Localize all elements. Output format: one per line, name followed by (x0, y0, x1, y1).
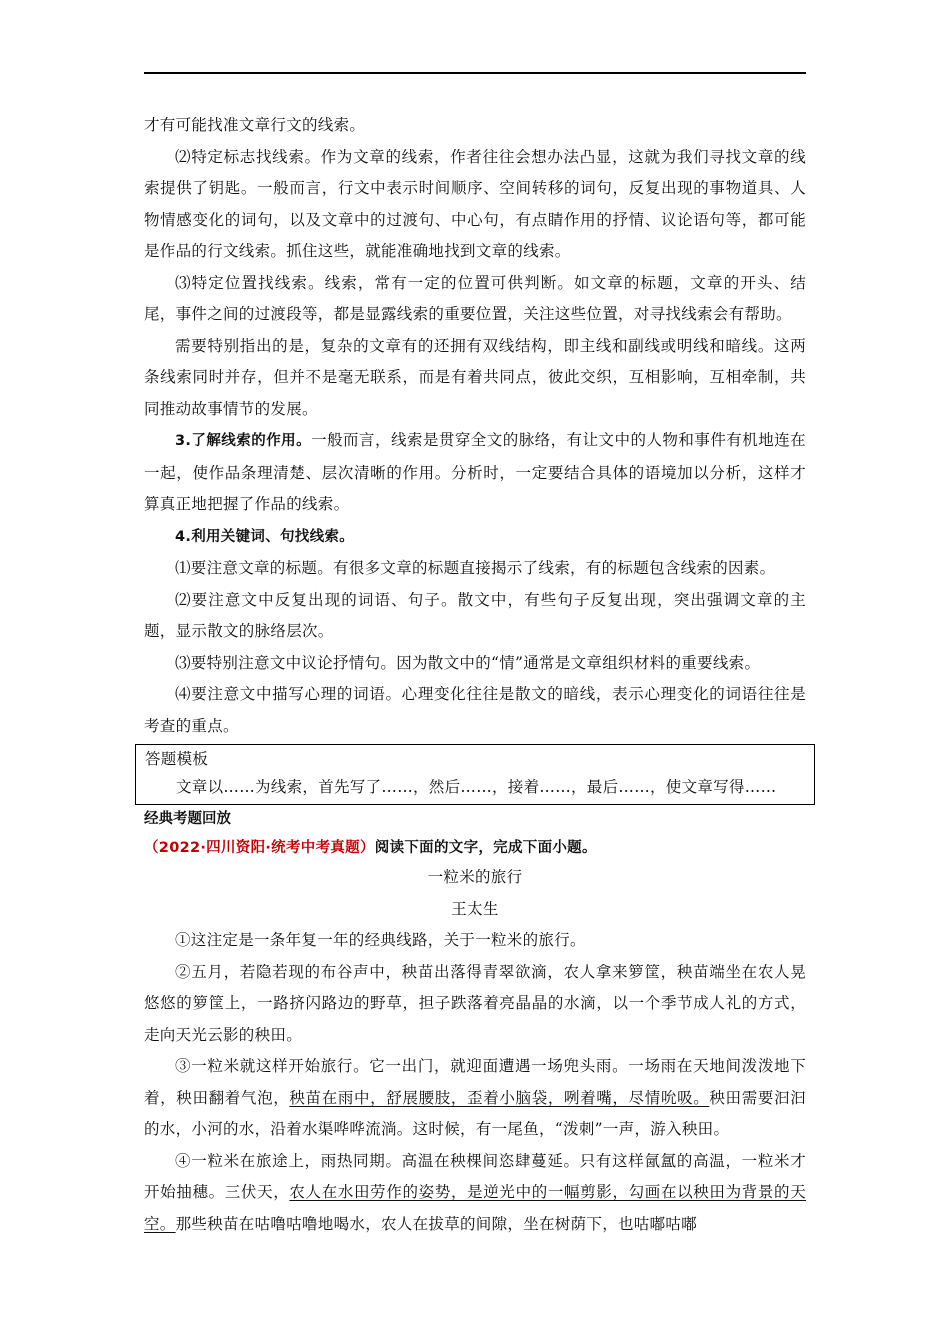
answer-template-box (135, 744, 815, 805)
exam-source-line (144, 833, 806, 862)
article-paragraph: ①这注定是一条年复一年的经典线路，关于一粒米的旅行。 (175, 931, 586, 949)
point-heading: 3.了解线索的作用。 (175, 433, 312, 449)
article-paragraph (144, 1146, 806, 1241)
article-text: 那些秧苗在咕噜咕噜地喝水，农人在拔草的间隙，坐在树荫下，也咕嘟咕嘟 (175, 1214, 698, 1233)
paragraph: ⑵要注意文中反复出现的词语、句子。散文中，有些句子反复出现，突出强调文章的主题，显示散文的脉络层次。 (144, 590, 806, 640)
paragraph: ⑶特定位置找线索。线索，常有一定的位置可供判断。如文章的标题，文章的开头、结尾，事件之间的过渡段等，都是显露线索的重要位置，关注这些位置，对寻找线索会有帮助。 (144, 273, 806, 323)
point-heading: 4.利用关键词、句找线索。 (175, 528, 354, 545)
article-title: 一粒米的旅行 (427, 868, 523, 886)
underlined-sentence: 农人在水田劳作的姿势，是逆光中的一幅剪影，勾画在以秧田为背景的天空。 (144, 1183, 807, 1233)
paragraph: ⑵特定标志找线索。作为文章的线索，作者往往会想办法凸显，这就为我们寻找文章的线索提供了钥匙。一般而言，行文中表示时间顺序、空间转移的词句，反复出现的事物道具、人物情感变化的词句，以及文章中的过渡句、中心句，有点睛作用的抒情、议论语句等，都可能是作品的行文线索。抓住这些，就能准确地找到文章的线索。 (144, 147, 806, 260)
answer-template-title: 答题模板 (145, 750, 209, 768)
paragraph (144, 425, 806, 521)
section-title: 经典考题回放 (144, 811, 231, 827)
paragraph: 才有可能找准文章行文的线索。 (144, 116, 366, 134)
article-paragraph: ②五月，若隐若现的布谷声中，秧苗出落得青翠欲滴，农人拿来箩筐，秧苗端坐在农人晃悠悠的箩筐上，一路挤闪路边的野草，担子跌落着亮晶晶的水滴，以一个季节成人礼的方式，走向天光云影的秧田。 (144, 962, 806, 1044)
paragraph: ⑴要注意文章的标题。有很多文章的标题直接揭示了线索，有的标题包含线索的因素。 (175, 559, 776, 577)
article-text: ④一粒米在旅途上，雨热同期。高温在秧棵间恣肆蔓延。只有这样氤氲的高温，一粒米才开始抽穗。三伏天， (144, 1151, 806, 1201)
article-text: 秧田需要汩汩的水，小河的水，沿着水渠哗哗流淌。这时候，有一尾鱼，“泼刺”一声，游入秧田。 (144, 1088, 806, 1138)
paragraph: ⑷要注意文中描写心理的词语。心理变化往往是散文的暗线，表示心理变化的词语往往是考查的重点。 (144, 685, 806, 735)
answer-template-body: 文章以……为线索，首先写了……，然后……，接着……，最后……，使文章写得…… (176, 778, 777, 796)
document-body (144, 110, 806, 1240)
exam-source: （2022·四川资阳·统考中考真题） (144, 840, 375, 856)
article-author: 王太生 (451, 899, 499, 918)
paragraph (144, 521, 806, 554)
header-rule (144, 72, 806, 74)
underlined-sentence: 秧苗在雨中，舒展腰肢，歪着小脑袋，咧着嘴，尽情吮吸。 (289, 1088, 710, 1107)
paragraph: ⑶要特别注意文中议论抒情句。因为散文中的“情”通常是文章组织材料的重要线索。 (175, 653, 761, 672)
exam-instruction: 阅读下面的文字，完成下面小题。 (374, 840, 597, 856)
paragraph: 需要特别指出的是，复杂的文章有的还拥有双线结构，即主线和副线或明线和暗线。这两条线索同时并存，但并不是毫无联系，而是有着共同点，彼此交织，互相影响，互相牵制，共同推动故事情节的发展。 (144, 336, 806, 418)
point-text: 一般而言，线索是贯穿全文的脉络，有让文中的人物和事件有机地连在一起，使作品条理清楚、层次清晰的作用。分析时，一定要结合具体的语境加以分析，这样才算真正地把握了作品的线索。 (144, 431, 806, 513)
article-text: ③一粒米就这样开始旅行。它一出门，就迎面遭遇一场兜头雨。一场雨在天地间泼泼地下着，秧田翻着气泡， (144, 1057, 806, 1107)
article-paragraph (144, 1051, 806, 1146)
